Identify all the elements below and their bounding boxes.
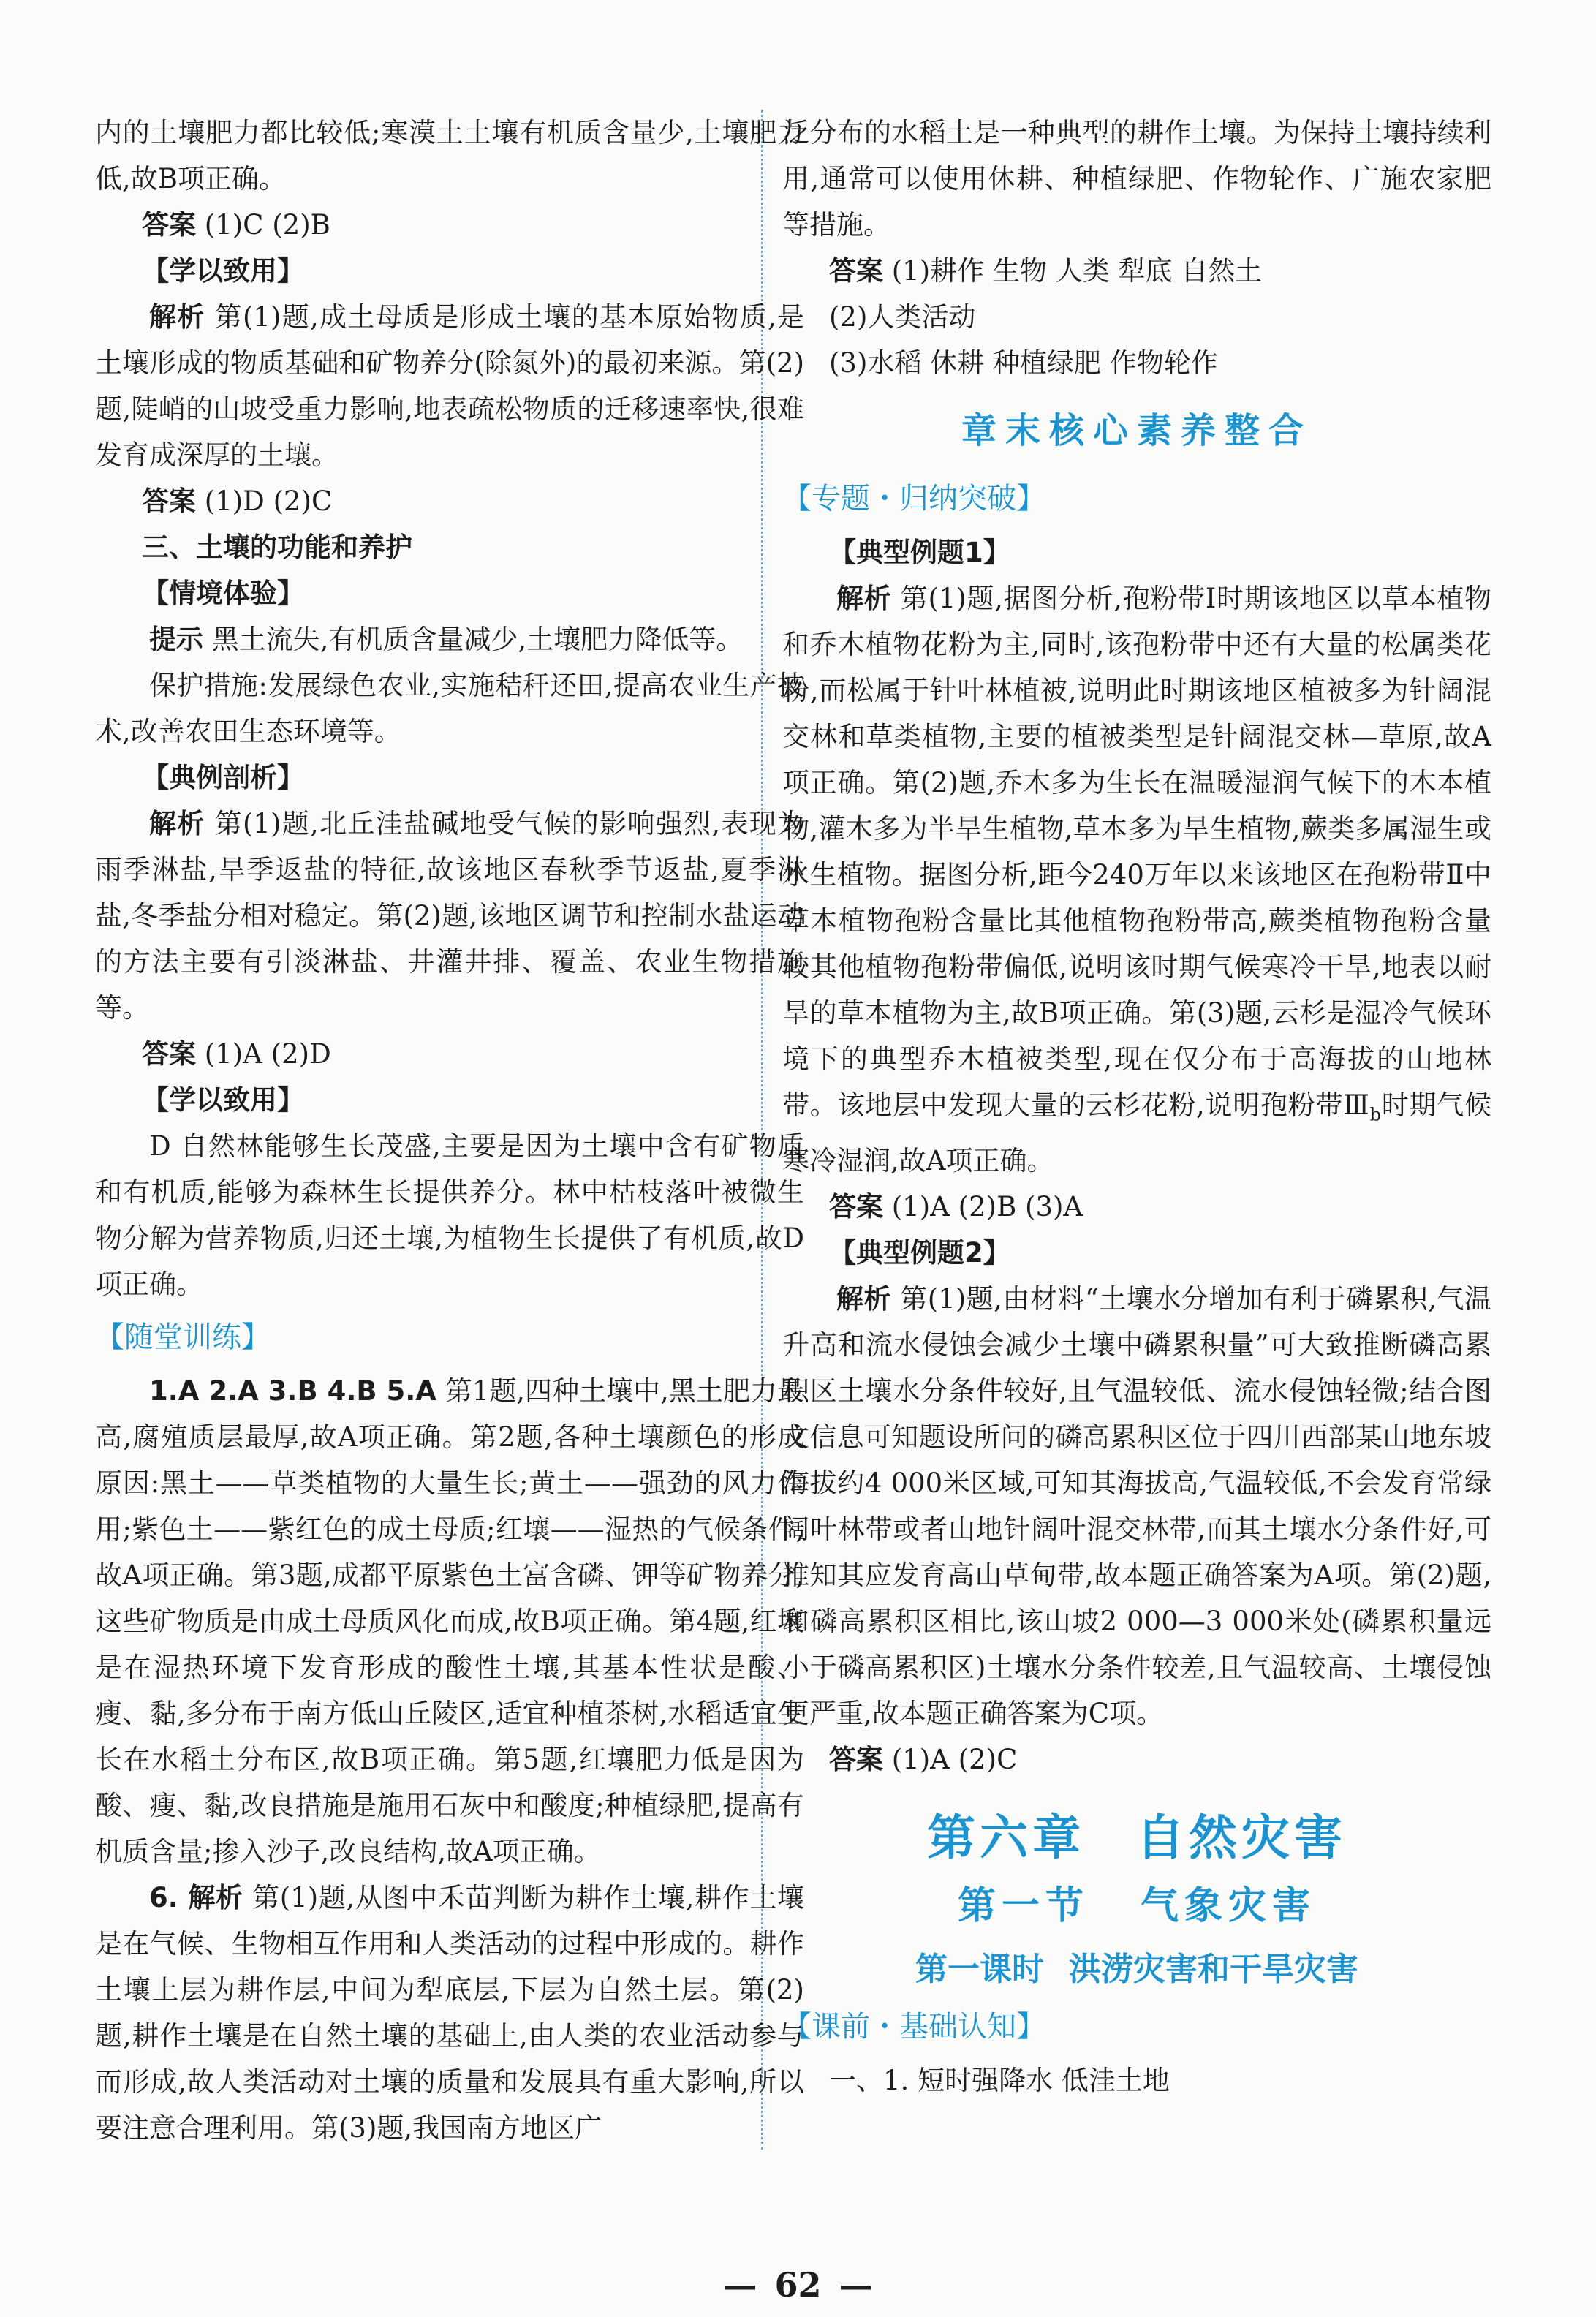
answer-label: 答案: [829, 255, 883, 287]
footer-dash: —: [723, 2265, 757, 2305]
analysis-text: 第(1)题,北丘洼盐碱地受气候的影响强烈,表现为雨季淋盐,旱季返盐的特征,故该地区春秋季节返盐,夏季淋盐,冬季盐分相对稳定。第(2)题,该地区调节和控制水盐运动的方法主要有引淡淋盐、井灌井排、覆盖、农业生物措施等。: [95, 808, 805, 1024]
answer-text: (1)A (2)C: [891, 1744, 1018, 1776]
answer-text: (1)耕作 生物 人类 犁底 自然土: [891, 255, 1263, 287]
subsection-tag: 【学以致用】: [142, 1084, 304, 1116]
lesson-number: 第一课时: [915, 1951, 1044, 1989]
paragraph: [95, 1875, 804, 2151]
paragraph: [95, 294, 804, 478]
hint-label: 提示: [149, 624, 203, 655]
subsection-tag: 【学以致用】: [142, 255, 304, 287]
answer-label: 答案: [829, 1191, 883, 1223]
example-tag: 【典型例题2】: [829, 1237, 1010, 1269]
paragraph: [782, 575, 1491, 1184]
section-name: 气象灾害: [1141, 1883, 1317, 1929]
paragraph: [95, 801, 804, 1031]
example-tag: 【典型例题1】: [829, 537, 1010, 568]
analysis-text: 第1题,四种土壤中,黑土肥力最高,腐殖质层最厚,故A项正确。第2题,各种土壤颜色的形成原因:黑土——草类植物的大量生长;黄土——强劲的风力作用;紫色土——紫红色的成土母质;红壤——湿热的气候条件,故A项正确。第3题,成都平原紫色土富含磷、钾等矿物养分,这些矿物质是由成土母质风化而成,故B项正确。第4题,红壤是在湿热环境下发育形成的酸性土壤,其基本性状是酸、瘦、黏,多分布于南方低山丘陵区,适宜种植茶树,水稻适宜生长在水稻土分布区,故B项正确。第5题,红壤肥力低是因为酸、瘦、黏,改良措施是施用石灰中和酸度;种植绿肥,提高有机质含量;掺入沙子,改良结构,故A项正确。: [95, 1375, 804, 1867]
chapter-number: 第六章: [927, 1809, 1085, 1867]
answer-line: [782, 1184, 1491, 1230]
footer-dash: —: [839, 2265, 873, 2305]
section-tag-practice: 【随堂训练】: [95, 1320, 271, 1354]
answer-label: 答案: [142, 209, 196, 241]
paragraph: [95, 616, 804, 662]
subsection-tag: 【情境体验】: [142, 578, 304, 609]
chapter-summary-title: 章末核心素养整合: [961, 410, 1312, 451]
answer-line: [782, 1736, 1491, 1783]
lesson-title: [782, 1946, 1491, 1992]
answer-label: 答案: [142, 1038, 196, 1070]
answer-label: 答案: [142, 485, 196, 517]
answer-line: (2)人类活动: [829, 301, 976, 333]
answer-line: [782, 248, 1491, 294]
paragraph: [782, 1276, 1491, 1736]
paragraph: 保护措施:发展绿色农业,实施秸秆还田,提高农业生产技术,改善农田生态环境等。: [95, 670, 804, 747]
analysis-label: 解析: [836, 1283, 891, 1315]
subscript: b: [1369, 1104, 1382, 1125]
hint-text: 黑土流失,有机质含量减少,土壤肥力降低等。: [211, 624, 744, 655]
paragraph: 泛分布的水稻土是一种典型的耕作土壤。为保持土壤持续利用,通常可以使用休耕、种植绿肥、作物轮作、广施农家肥等措施。: [782, 117, 1491, 241]
answer-line: (3)水稻 休耕 种植绿肥 作物轮作: [829, 347, 1218, 379]
answer-text: (1)C (2)B: [204, 209, 330, 241]
subsection-tag: 【典例剖析】: [142, 762, 304, 793]
analysis-label: 解析: [836, 583, 892, 614]
paragraph: 内的土壤肥力都比较低;寒漠土土壤有机质含量少,土壤肥力低,故B项正确。: [95, 117, 804, 194]
left-column: [95, 110, 804, 2151]
section-heading: 三、土壤的功能和养护: [142, 532, 412, 563]
section-number: 第一节: [957, 1883, 1089, 1929]
analysis-text: 第(1)题,由材料“土壤水分增加有利于磷累积,气温升高和流水侵蚀会减少土壤中磷累积量”可大致推断磷高累积区土壤水分条件较好,且气温较低、流水侵蚀轻微;结合图文信息可知题设所问的磷高累积区位于四川西部某山地东坡海拔约4 000米区域,可知其海拔高,气温较低,不会发育常绿阔叶林带或者山地针阔叶混交林带,而其土壤水分条件好,可推知其应发育高山草甸带,故本题正确答案为A项。第(2)题,和磷高累积区相比,该山坡2 000—3 000米处(磷累积量远小于磷高累积区)土壤水分条件较差,且气温较高、土壤侵蚀更严重,故本题正确答案为C项。: [782, 1283, 1492, 1730]
chapter-name: 自然灾害: [1136, 1809, 1347, 1867]
section-tag-preview: 【课前・基础认知】: [782, 2010, 1045, 2044]
page-footer: [0, 2265, 1596, 2305]
analysis-text: 时期气候寒冷湿润,故A项正确。: [782, 1089, 1491, 1177]
answer-list: 1.A 2.A 3.B 4.B 5.A: [149, 1375, 436, 1407]
analysis-text: 第(1)题,成土母质是形成土壤的基本原始物质,是土壤形成的物质基础和矿物养分(除氮外)的最初来源。第(2)题,陡峭的山坡受重力影响,地表疏松物质的迁移速率快,很难发育成深厚的土壤。: [95, 301, 805, 471]
answer-line: [95, 202, 804, 248]
analysis-text: 第(1)题,从图中禾苗判断为耕作土壤,耕作土壤是在气候、生物相互作用和人类活动的过程中形成的。耕作土壤上层为耕作层,中间为犁底层,下层为自然土层。第(2)题,耕作土壤是在自然土壤的基础上,由人类的农业活动参与而形成,故人类活动对土壤的质量和发展具有重大影响,所以要注意合理利用。第(3)题,我国南方地区广: [95, 1882, 805, 2144]
answer-label: 答案: [829, 1744, 883, 1776]
right-column: [782, 110, 1491, 2104]
paragraph: [95, 1368, 804, 1875]
analysis-label: 解析: [149, 301, 205, 333]
answer-line: 一、1. 短时强降水 低洼土地: [829, 2065, 1170, 2097]
section-tag-topic: 【专题・归纳突破】: [782, 482, 1045, 515]
answer-line: [95, 478, 804, 524]
section-title: [782, 1883, 1491, 1929]
answer-text: (1)A (2)D: [204, 1038, 331, 1070]
answer-text: (1)A (2)B (3)A: [891, 1191, 1083, 1223]
chapter-title: [782, 1809, 1491, 1867]
answer-line: [95, 1031, 804, 1077]
answer-text: (1)D (2)C: [204, 485, 333, 517]
lesson-name: 洪涝灾害和干旱灾害: [1069, 1951, 1358, 1989]
analysis-label: 6. 解析: [149, 1882, 243, 1913]
page-number: 62: [774, 2265, 822, 2305]
analysis-text: 第(1)题,据图分析,孢粉带Ⅰ时期该地区以草本植物和乔木植物花粉为主,同时,该孢粉带中还有大量的松属类花粉,而松属于针叶林植被,说明此时期该地区植被多为针阔混交林和草类植物,主要的植被类型是针阔混交林—草原,故A项正确。第(2)题,乔木多为生长在温暖湿润气候下的木本植物,灌木多为半旱生植物,草本多为旱生植物,蕨类多属湿生或水生植物。据图分析,距今240万年以来该地区在孢粉带Ⅱ中草本植物孢粉含量比其他植物孢粉带高,蕨类植物孢粉含量较其他植物孢粉带偏低,说明该时期气候寒冷干旱,地表以耐旱的草本植物为主,故B项正确。第(3)题,云杉是湿冷气候环境下的典型乔木植被类型,现在仅分布于高海拔的山地林带。该地层中发现大量的云杉花粉,说明孢粉带Ⅲ: [782, 583, 1492, 1121]
analysis-label: 解析: [149, 808, 205, 839]
paragraph: D 自然林能够生长茂盛,主要是因为土壤中含有矿物质和有机质,能够为森林生长提供养分。林中枯枝落叶被微生物分解为营养物质,归还土壤,为植物生长提供了有机质,故D项正确。: [95, 1130, 804, 1300]
